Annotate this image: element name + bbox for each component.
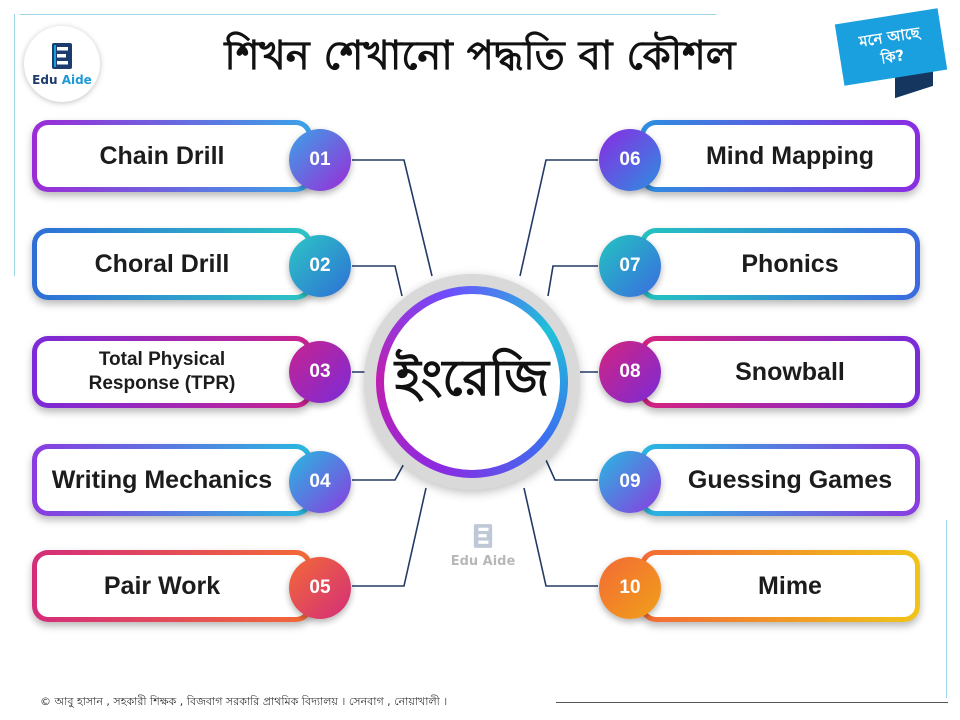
number-badge-09: 09 <box>599 451 661 513</box>
technique-card-06 <box>640 120 920 192</box>
technique-card-04 <box>32 444 312 516</box>
connector-04 <box>352 460 406 480</box>
technique-label: Choral Drill <box>94 249 230 278</box>
connector-10 <box>524 488 598 586</box>
technique-card-07 <box>640 228 920 300</box>
book-e-icon <box>472 522 494 550</box>
logo-edu-text: Edu <box>32 73 58 87</box>
technique-card-01 <box>32 120 312 192</box>
hub-label: ইংরেজি <box>394 348 550 407</box>
technique-label: Snowball <box>735 357 845 386</box>
number-badge-10: 10 <box>599 557 661 619</box>
technique-card-08 <box>640 336 920 408</box>
connector-02 <box>352 266 402 296</box>
number-badge-08: 08 <box>599 341 661 403</box>
logo-aide-text: Aide <box>61 73 92 87</box>
technique-label: Writing Mechanics <box>51 465 273 494</box>
number-badge-07: 07 <box>599 235 661 297</box>
technique-label: Phonics <box>741 249 839 278</box>
technique-label: Chain Drill <box>99 141 225 170</box>
connector-01 <box>352 160 432 276</box>
technique-card-10 <box>640 550 920 622</box>
footer-credit: © আবু হাসান , সহকারী শিক্ষক , বিজবাগ সরকারি প্রাথমিক বিদ্যালয় । সেনবাগ , নোয়াখালী । <box>40 695 448 708</box>
footer-line <box>556 702 948 703</box>
technique-card-05 <box>32 550 312 622</box>
watermark-logo <box>448 522 518 569</box>
technique-label: Guessing Games <box>687 465 893 494</box>
technique-label: Total Physical Response (TPR) <box>88 349 236 394</box>
badge-line-1: মনে আছে <box>857 23 922 51</box>
number-badge-04: 04 <box>289 451 351 513</box>
central-hub <box>364 274 580 490</box>
number-badge-05: 05 <box>289 557 351 619</box>
hub-inner-circle <box>384 294 560 470</box>
technique-label: Mind Mapping <box>705 141 875 170</box>
technique-label: Mime <box>758 571 822 600</box>
technique-card-03 <box>32 336 312 408</box>
connector-06 <box>520 160 598 276</box>
badge-line-2: কি? <box>879 46 906 68</box>
connector-05 <box>352 488 426 586</box>
number-badge-06: 06 <box>599 129 661 191</box>
technique-card-09 <box>640 444 920 516</box>
number-badge-02: 02 <box>289 235 351 297</box>
number-badge-01: 01 <box>289 129 351 191</box>
watermark-text: Edu Aide <box>450 554 516 569</box>
technique-card-02 <box>32 228 312 300</box>
technique-label: Pair Work <box>103 571 221 600</box>
page-title: শিখন শেখানো পদ্ধতি বা কৌশল <box>224 33 736 79</box>
number-badge-03: 03 <box>289 341 351 403</box>
connector-09 <box>546 460 598 480</box>
connector-07 <box>548 266 598 296</box>
